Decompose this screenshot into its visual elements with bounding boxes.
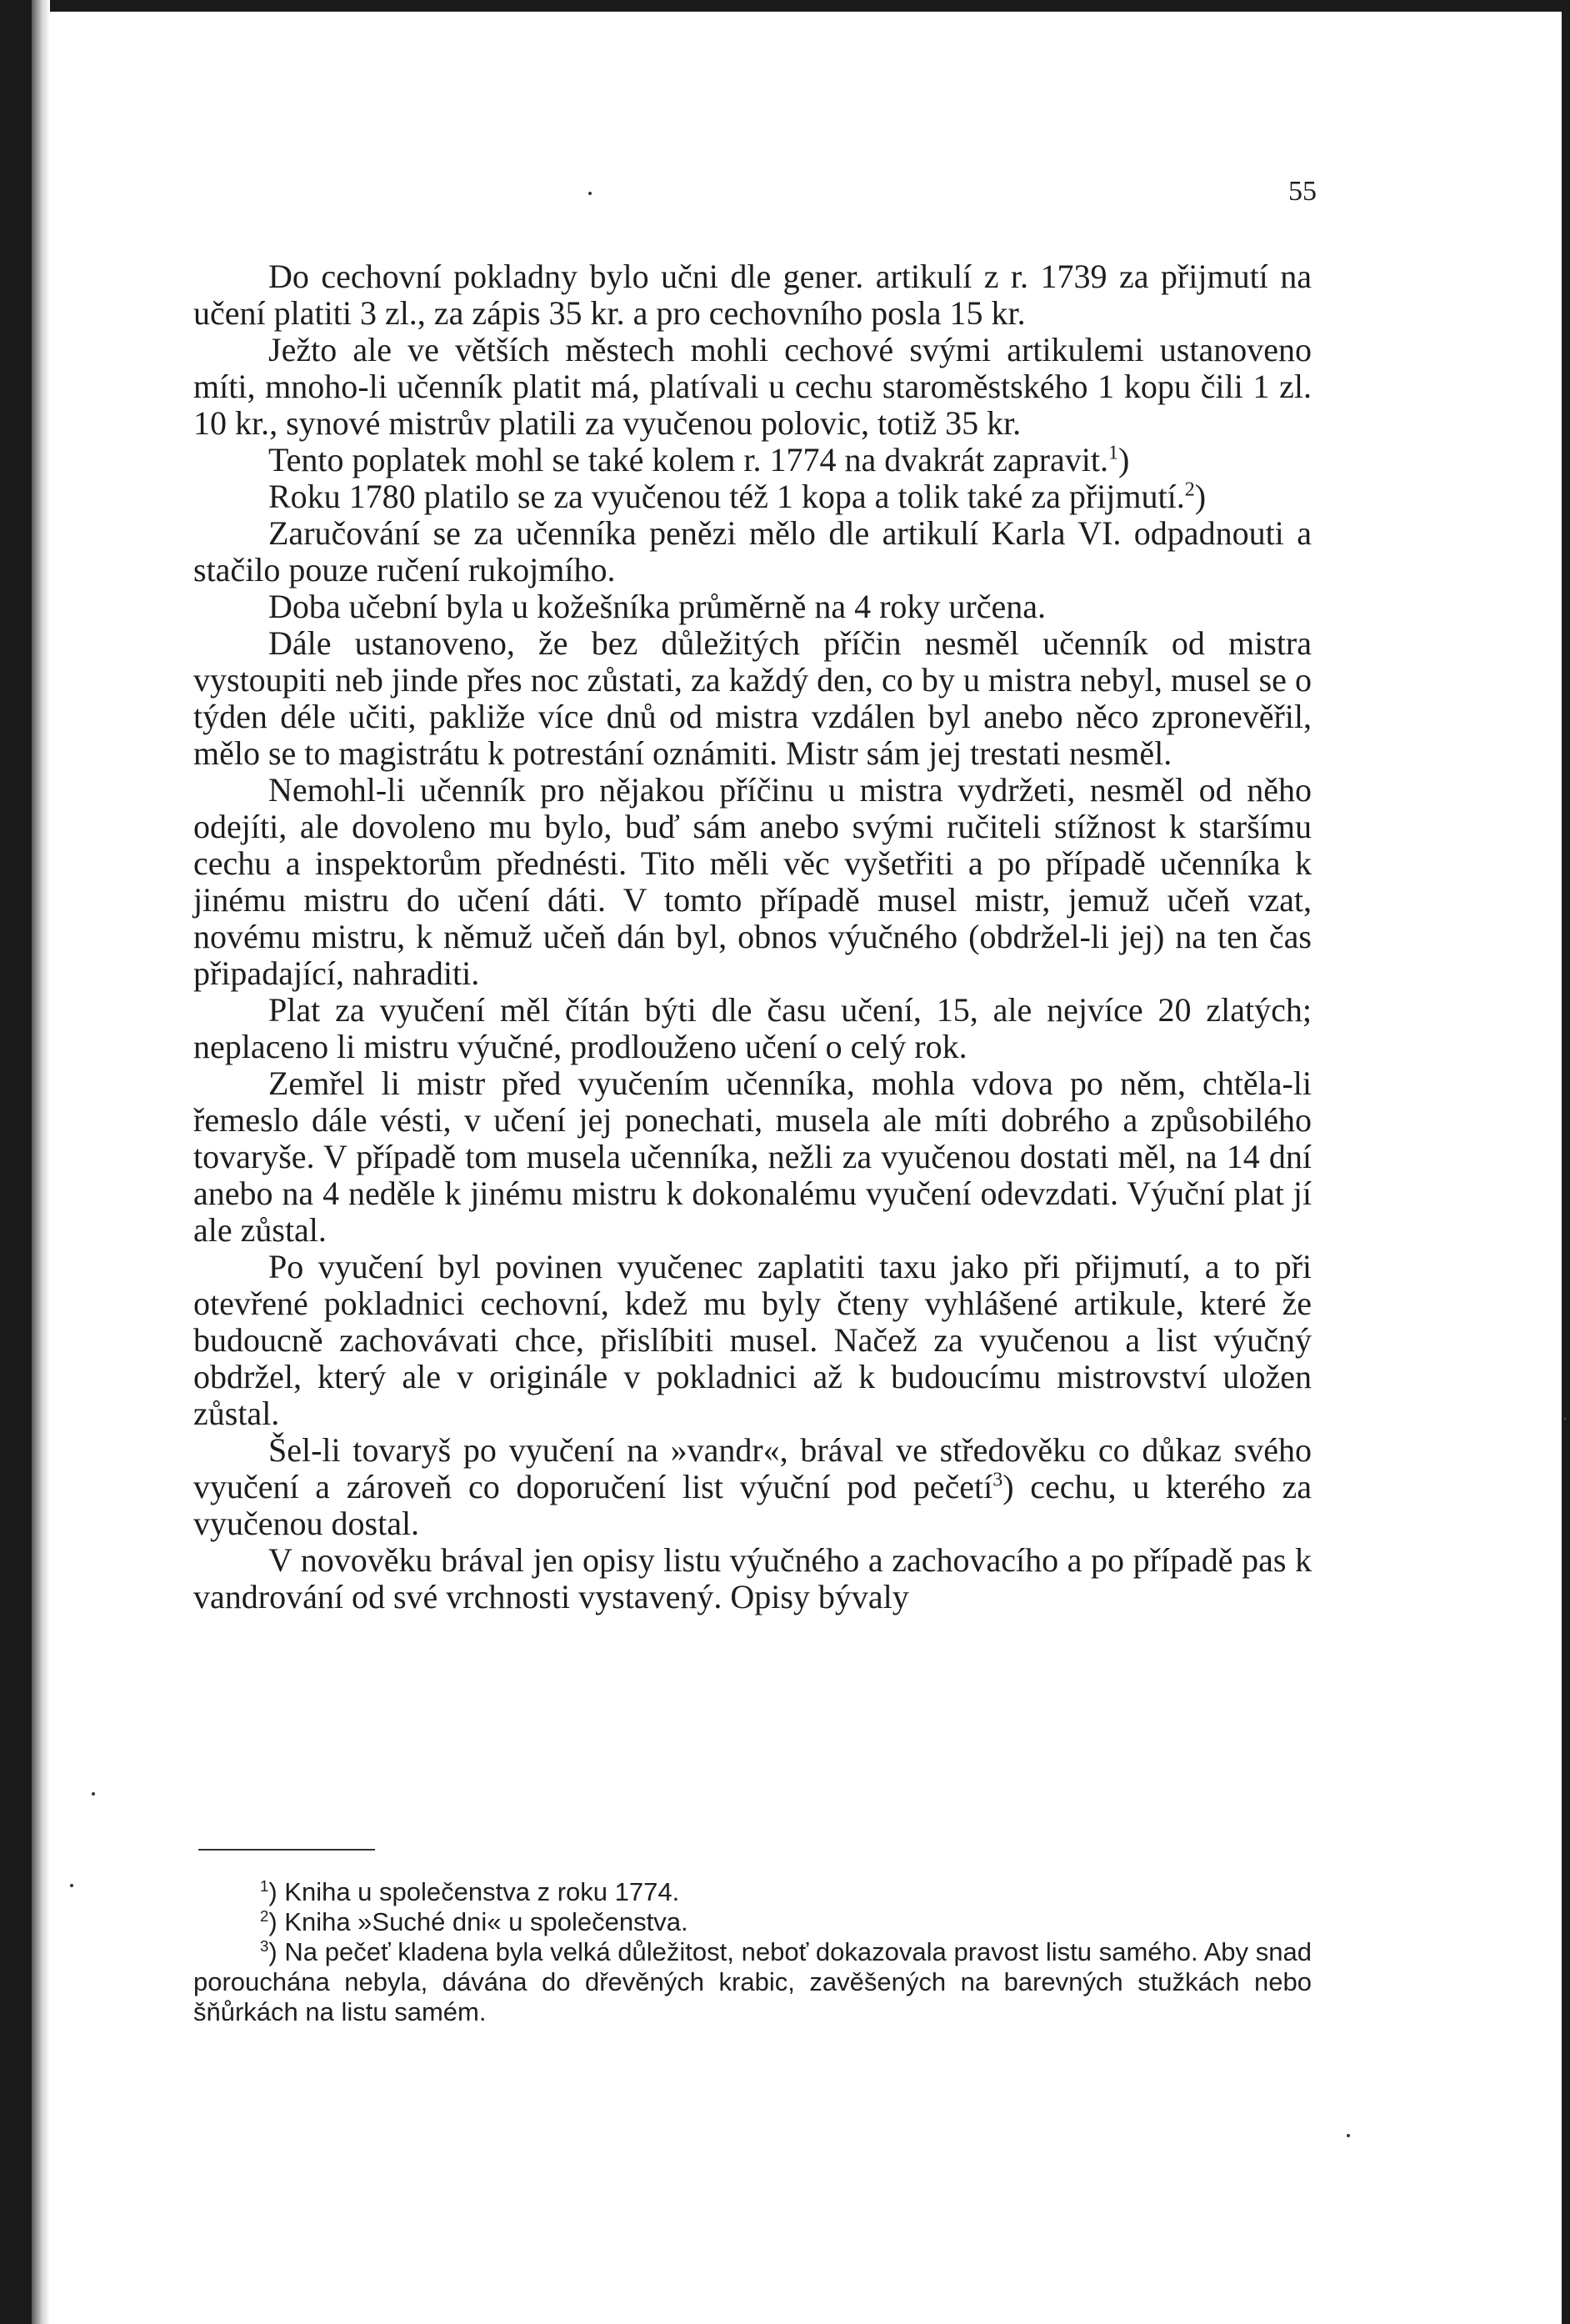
scan-gutter-shadow	[32, 0, 50, 2324]
footnotes	[193, 1877, 1312, 2027]
dust-speck	[1347, 2134, 1350, 2137]
footnote: $^2$) Kniha »Suché dni« u společenstva.	[260, 1906, 688, 1936]
dust-speck	[70, 1884, 73, 1887]
scan-border-top	[0, 0, 1570, 12]
paragraph: Roku 1780 platilo se za vyučenou též 1 kopa a tolik také za přijmutí.$^2$)	[268, 478, 1207, 515]
dust-speck	[588, 192, 592, 195]
footnote: $^3$) Na pečeť kladena byla velká důležitost, neboť dokazovala pravost listu samého. Aby snad porouchána nebyla, dávána do dřevěných krabic, zavěšených na barevných stužkách nebo šňůrkách na listu samém.	[193, 1936, 1312, 2026]
paragraph: Dále ustanoveno, že bez důležitých příčin nesměl učenník od mistra vystoupiti neb jinde přes noc zůstati, za každý den, co by u mistra nebyl, musel se o týden déle učiti, pakliže více dnů od mistra vzdálen byl anebo něco zpronevěřil, mělo se to magistrátu k potrestání oznámiti. Mistr sám jej trestati nesměl.	[193, 624, 1312, 772]
footnote-mark: 3	[260, 1936, 269, 1955]
footnote-ref: 2	[1184, 478, 1195, 501]
dust-speck	[1563, 1417, 1567, 1420]
body-text	[193, 258, 1312, 1615]
footnote-ref: 1	[1108, 442, 1119, 464]
footnote-mark: 1	[260, 1876, 269, 1895]
paragraph: Ježto ale ve větších městech mohli cechové svými artikulemi ustanoveno míti, mnoho-li učenník platit má, platívali u cechu staroměstského 1 kopu čili 1 zl. 10 kr., synové mistrův platili za vyučenou polovic, totiž 35 kr.	[193, 331, 1312, 442]
paragraph: Plat za vyučení měl čítán býti dle času učení, 15, ale nejvíce 20 zlatých; neplaceno li mistru výučné, prodlouženo učení o celý rok.	[193, 991, 1312, 1065]
paragraph: Zaručování se za učenníka penězi mělo dle artikulí Karla VI. odpadnouti a stačilo pouze ručení rukojmího.	[193, 514, 1312, 589]
scan-border-left	[0, 0, 32, 2324]
paragraph: V novověku brával jen opisy listu výučného a zachovacího a po případě pas k vandrování od své vrchnosti vystavený. Opisy bývaly	[193, 1541, 1312, 1615]
footnote-divider	[198, 1849, 375, 1851]
dust-speck	[92, 1792, 95, 1796]
footnote-ref: 3	[992, 1469, 1003, 1491]
paragraph: Do cechovní pokladny bylo učni dle gener. artikulí z r. 1739 za přijmutí na učení platiti 3 zl., za zápis 35 kr. a pro cechovního posla 15 kr.	[193, 258, 1312, 332]
paragraph: Po vyučení byl povinen vyučenec zaplatiti taxu jako při přijmutí, a to při otevřené pokladnici cechovní, kdež mu byly čteny vyhlášené artikule, které že budoucně zachovávati chce, přislíbiti musel. Načež za vyučenou a list výučný obdržel, který ale v originále v pokladnici až k budoucímu mistrovství uložen zůstal.	[193, 1248, 1312, 1432]
page-number: 55	[1288, 176, 1317, 207]
footnote-mark: 2	[260, 1906, 269, 1925]
footnote: $^1$) Kniha u společenstva z roku 1774.	[260, 1876, 680, 1906]
paragraph: Tento poplatek mohl se také kolem r. 1774 na dvakrát zapravit.$^1$)	[268, 441, 1130, 478]
paragraph: Zemřel li mistr před vyučením učenníka, mohla vdova po něm, chtěla-li řemeslo dále vésti, v učení jej ponechati, musela ale míti dobrého a způsobilého tovaryše. V případě tom musela učenníka, nežli za vyučenou dostati měl, na 14 dní anebo na 4 neděle k jinému mistru k dokonalému vyučení odevzdati. Výuční plat jí ale zůstal.	[193, 1064, 1312, 1249]
paragraph: Nemohl-li učenník pro nějakou příčinu u mistra vydržeti, nesměl od něho odejíti, ale dovoleno mu bylo, buď sám anebo svými ručiteli stížnost k staršímu cechu a inspektorům přednésti. Tito měli věc vyšetřiti a po případě učenníka k jinému mistru do učení dáti. V tomto případě musel mistr, jemuž učeň vzat, novému mistru, k němuž učeň dán byl, obnos výučného (obdržel-li jej) na ten čas připadající, nahraditi.	[193, 771, 1312, 992]
paragraph: Doba učební byla u kožešníka průměrně na 4 roky určena.	[268, 588, 1046, 625]
scan-border-right	[1562, 0, 1570, 2324]
paragraph: Šel-li tovaryš po vyučení na »vandr«, brával ve středověku co důkaz svého vyučení a zároveň co doporučení list výuční pod pečetí$^3$) cechu, u kterého za vyučenou dostal.	[193, 1431, 1312, 1542]
